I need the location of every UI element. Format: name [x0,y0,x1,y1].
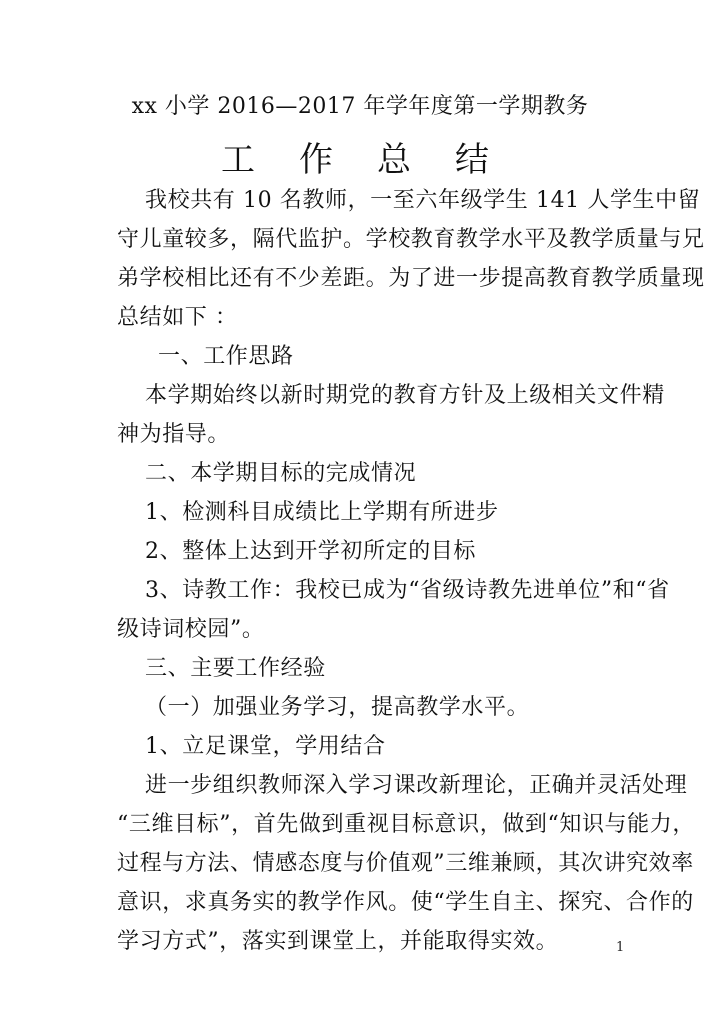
list-item-1: 1、检测科目成绩比上学期有所进步 [145,500,499,525]
title-line-2: 工作总结 [221,140,533,180]
list-item-3-line-2: 级诗词校园”。 [117,617,265,642]
subsection-item-1: 1、立足课堂，学用结合 [145,734,386,759]
paragraph-intro-line-3: 弟学校相比还有不少差距。为了进一步提高教育教学质量现 [117,266,705,291]
paragraph-2-line-1: 进一步组织教师深入学习课改新理论，正确并灵活处理 [145,773,688,798]
paragraph-2-line-5: 学习方式”，落实到课堂上，并能取得实效。 [117,929,559,954]
paragraph-2-line-4: 意识，求真务实的教学作风。使“学生自主、探究、合作的 [117,890,694,915]
section-heading-1: 一、工作思路 [158,344,294,369]
paragraph-intro-line-1: 我校共有 10 名教师，一至六年级学生 141 人学生中留 [145,188,701,213]
title-line-1: xx 小学 2016—2017 年学年度第一学期教务 [131,94,589,119]
section-heading-3: 三、主要工作经验 [145,656,326,681]
section-heading-2: 二、本学期目标的完成情况 [145,461,417,486]
page-number: 1 [616,940,625,955]
paragraph-2-line-3: 过程与方法、情感态度与价值观”三维兼顾，其次讲究效率 [117,851,694,876]
paragraph-intro-line-4: 总结如下 ： [117,305,238,330]
subsection-heading-1: （一）加强业务学习，提高教学水平。 [145,695,530,720]
paragraph-1-line-2: 神为指导。 [117,422,231,447]
list-item-3-line-1: 3、诗教工作：我校已成为“省级诗教先进单位”和“省 [145,578,670,603]
paragraph-2-line-2: “三维目标”，首先做到重视目标意识，做到“知识与能力， [117,812,695,837]
list-item-2: 2、整体上达到开学初所定的目标 [145,539,476,564]
paragraph-intro-line-2: 守儿童较多，隔代监护。学校教育教学水平及教学质量与兄 [117,227,705,252]
paragraph-1-line-1: 本学期始终以新时期党的教育方针及上级相关文件精 [145,383,665,408]
